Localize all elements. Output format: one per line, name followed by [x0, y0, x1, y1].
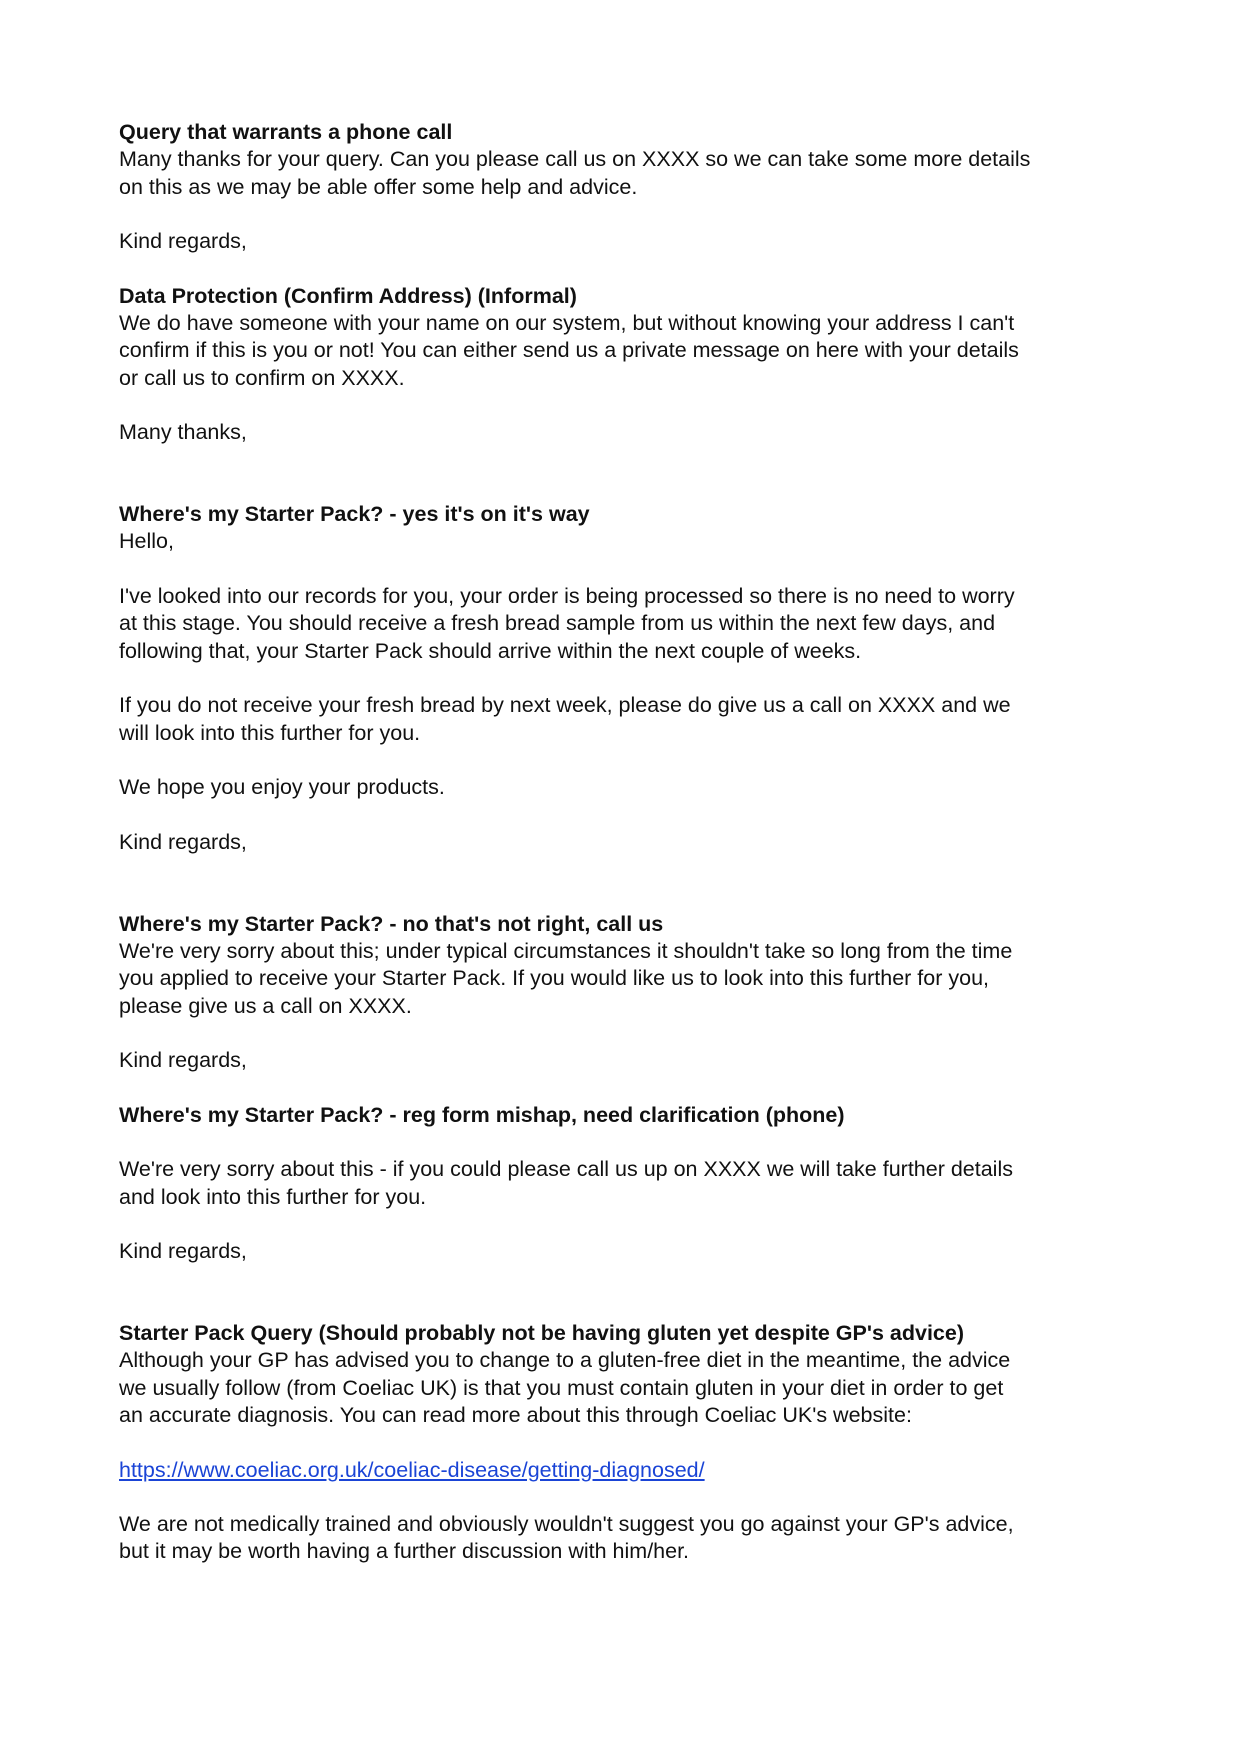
body-line: and look into this further for you.	[119, 1184, 427, 1209]
section-heading: Starter Pack Query (Should probably not be having gluten yet despite GP's advice)	[119, 1321, 964, 1346]
body-line: We are not medically trained and obviously wouldn't suggest you go against your GP's advice,	[119, 1512, 1014, 1537]
body-line: an accurate diagnosis. You can read more about this through Coeliac UK's website:	[119, 1402, 912, 1427]
section-heading: Where's my Starter Pack? - no that's not right, call us	[119, 911, 664, 936]
document-page	[119, 119, 1119, 1566]
section-heading: Where's my Starter Pack? - yes it's on it's way	[119, 502, 590, 527]
body-line: but it may be worth having a further discussion with him/her.	[119, 1539, 690, 1564]
signoff: Kind regards,	[119, 1239, 247, 1264]
body-line: following that, your Starter Pack should arrive within the next couple of weeks.	[119, 638, 862, 663]
body-line: please give us a call on XXXX.	[119, 993, 412, 1018]
signoff: Kind regards,	[119, 1048, 247, 1073]
body-line: We're very sorry about this - if you could please call us up on XXXX we will take further details	[119, 1157, 1013, 1182]
body-line: or call us to confirm on XXXX.	[119, 365, 405, 390]
body-line: We do have someone with your name on our system, but without knowing your address I can't	[119, 311, 1015, 336]
body-line: We hope you enjoy your products.	[119, 775, 445, 800]
coeliac-website-link[interactable]: https://www.coeliac.org.uk/coeliac-disease/getting-diagnosed/	[119, 1457, 705, 1482]
signoff: Kind regards,	[119, 829, 247, 854]
body-line: Many thanks for your query. Can you please call us on XXXX so we can take some more details	[119, 147, 1031, 172]
signoff: Kind regards,	[119, 229, 247, 254]
signoff: Many thanks,	[119, 420, 247, 445]
body-line: on this as we may be able offer some help and advice.	[119, 174, 638, 199]
section-heading: Query that warrants a phone call	[119, 120, 453, 144]
body-line: you applied to receive your Starter Pack. If you would like us to look into this further for you,	[119, 966, 989, 991]
body-line: we usually follow (from Coeliac UK) is that you must contain gluten in your diet in order to get	[119, 1375, 1004, 1400]
body-line: will look into this further for you.	[119, 720, 421, 745]
section-heading: Data Protection (Confirm Address) (Informal)	[119, 283, 577, 308]
body-line: We're very sorry about this; under typical circumstances it shouldn't take so long from the time	[119, 938, 1013, 963]
body-line: confirm if this is you or not! You can either send us a private message on here with your details	[119, 338, 1019, 363]
body-line: If you do not receive your fresh bread by next week, please do give us a call on XXXX and we	[119, 693, 1011, 718]
body-line: Although your GP has advised you to change to a gluten-free diet in the meantime, the advice	[119, 1348, 1011, 1373]
greeting: Hello,	[119, 529, 174, 554]
body-line: at this stage. You should receive a fresh bread sample from us within the next few days, and	[119, 611, 996, 636]
section-heading: Where's my Starter Pack? - reg form mishap, need clarification (phone)	[119, 1102, 845, 1127]
body-line: I've looked into our records for you, your order is being processed so there is no need to worry	[119, 584, 1015, 609]
